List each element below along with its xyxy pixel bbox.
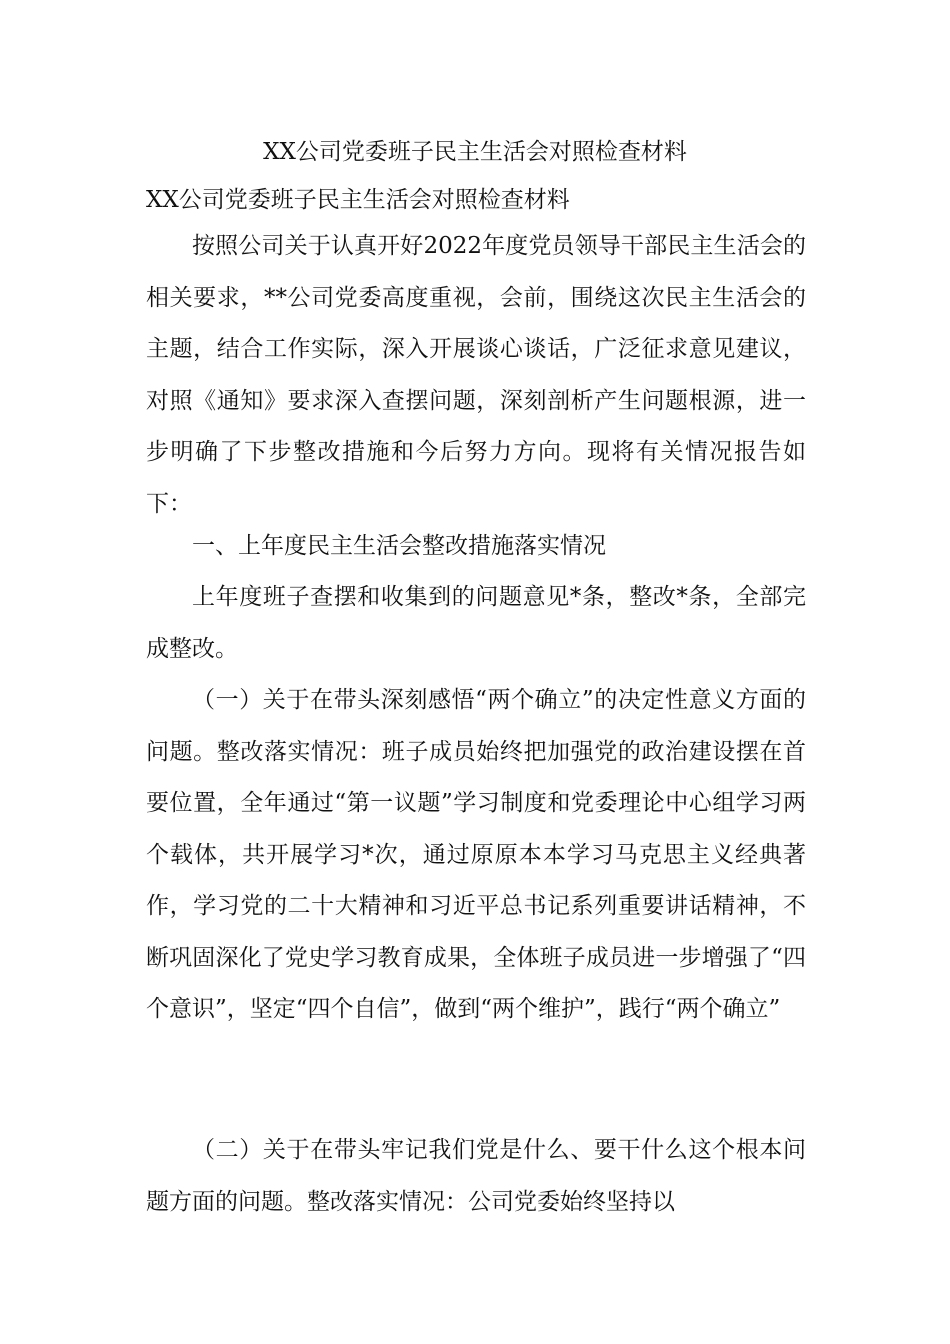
item-2-paragraph: （二）关于在带头牢记我们党是什么、要干什么这个根本问题方面的问题。整改落实情况：公司党委始终坚持以 bbox=[146, 1137, 806, 1215]
document-subtitle: XX公司党委班子民主生活会对照检查材料 bbox=[146, 187, 570, 213]
document-title: XX公司党委班子民主生活会对照检查材料 bbox=[263, 139, 687, 165]
section-heading: 一、上年度民主生活会整改措施落实情况 bbox=[192, 533, 606, 559]
item-1-paragraph: （一）关于在带头深刻感悟“两个确立”的决定性意义方面的问题。整改落实情况：班子成员始终把加强党的政治建设摆在首要位置，全年通过“第一议题”学习制度和党委理论中心组学习两个载体，共开展学习*次，通过原原本本学习马克思主义经典著作，学习党的二十大精神和习近平总书记系列重要讲话精神，不断巩固深化了党史学习教育成果，全体班子成员进一步增强了“四个意识”，坚定“四个自信”，做到“两个维护”，践行“两个确立” bbox=[146, 687, 806, 1022]
summary-paragraph: 上年度班子查摆和收集到的问题意见*条，整改*条，全部完成整改。 bbox=[146, 584, 806, 662]
intro-paragraph: 按照公司关于认真开好2022年度党员领导干部民主生活会的相关要求，**公司党委高度重视，会前，围绕这次民主生活会的主题，结合工作实际，深入开展谈心谈话，广泛征求意见建议，对照《通知》要求深入查摆问题，深刻剖析产生问题根源，进一步明确了下步整改措施和今后努力方向。现将有关情况报告如下： bbox=[146, 233, 806, 517]
